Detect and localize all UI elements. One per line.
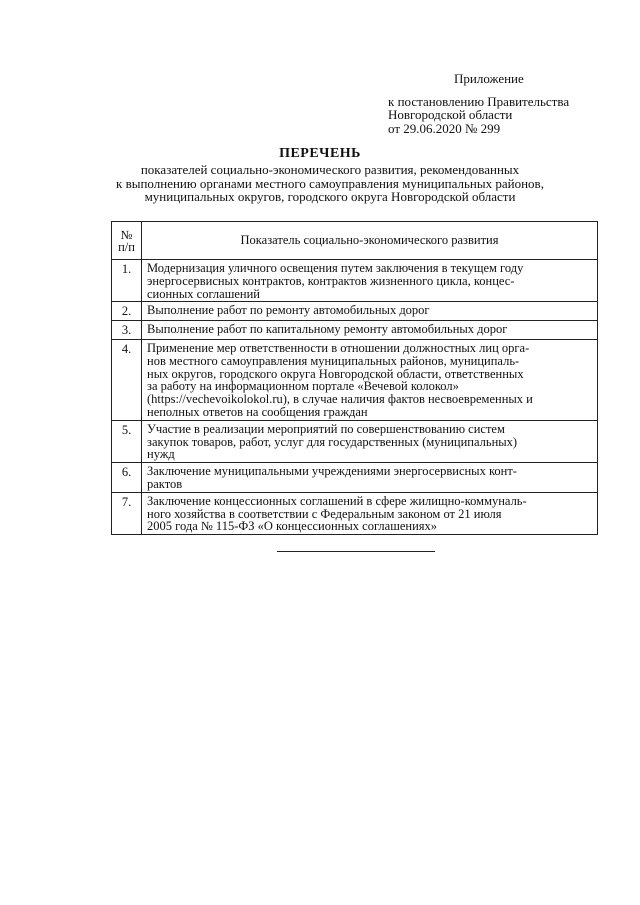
indicator-line: 2005 года № 115-ФЗ «О концессионных соглашениях» — [147, 519, 438, 534]
header-number-symbol: № — [120, 227, 133, 242]
table-row — [112, 492, 598, 534]
row-indicator — [142, 420, 598, 462]
table-row — [112, 302, 598, 321]
indicator-line: рактов — [147, 476, 183, 491]
document-subtitle — [60, 163, 600, 204]
row-indicator — [142, 302, 598, 321]
table-body — [112, 260, 598, 535]
table-row — [112, 420, 598, 462]
indicator-line: неполных ответов на сообщения граждан — [147, 404, 368, 419]
row-indicator — [142, 492, 598, 534]
approval-line: от 29.06.2020 № 299 — [388, 120, 501, 136]
row-number: 7. — [112, 492, 142, 534]
indicator-line: закупок товаров, работ, услуг для государственных (муниципальных) — [147, 434, 518, 449]
indicator-line: ных округов, городского округа Новгородской области, ответственных — [147, 366, 524, 381]
row-indicator — [142, 260, 598, 302]
row-indicator — [142, 463, 598, 493]
table-row — [112, 463, 598, 493]
table-header — [112, 222, 598, 260]
subtitle-line: к выполнению органами местного самоуправления муниципальных районов, — [116, 175, 544, 191]
row-number: 5. — [112, 420, 142, 462]
indicator-line: нужд — [147, 447, 175, 462]
indicator-line: за работу на информационном портале «Вечевой колокол» — [147, 379, 459, 394]
indicator-line: (https://vechevoikolokol.ru), в случае наличия фактов несвоевременных и — [147, 392, 533, 407]
indicator-line: Заключение муниципальными учреждениями энергосервисных конт- — [147, 464, 517, 479]
row-number: 1. — [112, 260, 142, 302]
appendix-label: Приложение — [454, 71, 524, 86]
header-indicator-cell: Показатель социально-экономического развития — [142, 222, 598, 260]
header-row — [112, 222, 598, 260]
approval-line: к постановлению Правительства — [388, 93, 570, 109]
indicator-line: Модернизация уличного освещения путем заключения в текущем году — [147, 261, 524, 275]
end-divider — [277, 551, 435, 552]
document-title: ПЕРЕЧЕНЬ — [279, 146, 361, 161]
row-number: 2. — [112, 302, 142, 321]
indicator-line: энергосервисных контрактов, контрактов жизненного цикла, концес- — [147, 273, 515, 288]
table-row — [112, 339, 598, 420]
approval-line: Новгородской области — [388, 107, 513, 122]
indicator-line: Заключение концессионных соглашений в сфере жилищно-коммуналь- — [147, 493, 527, 508]
indicator-line: сионных соглашений — [147, 286, 260, 301]
subtitle-line: муниципальных округов, городского округа Новгородской области — [144, 189, 516, 204]
table-row — [112, 321, 598, 340]
indicator-line: Участие в реализации мероприятий по совершенствованию систем — [147, 421, 505, 436]
row-number: 4. — [112, 339, 142, 420]
indicators-table — [111, 221, 598, 535]
subtitle-line: показателей социально-экономического развития, рекомендованных — [140, 162, 520, 177]
approval-block — [388, 72, 628, 135]
indicator-line: ного хозяйства в соответствии с Федеральным законом от 21 июля — [147, 506, 502, 521]
indicator-line: нов местного самоуправления муниципальных районов, муниципаль- — [147, 353, 520, 368]
indicator-line: Выполнение работ по ремонту автомобильных дорог — [147, 303, 430, 318]
indicator-line: Применение мер ответственности в отношении должностных лиц орга- — [147, 340, 530, 355]
header-number-abbrev: п/п — [118, 239, 135, 254]
header-number-cell — [112, 222, 142, 260]
row-indicator — [142, 339, 598, 420]
row-number: 3. — [112, 321, 142, 340]
indicator-line: Выполнение работ по капитальному ремонту автомобильных дорог — [147, 322, 508, 337]
table-row — [112, 260, 598, 302]
row-indicator — [142, 321, 598, 340]
row-number: 6. — [112, 463, 142, 493]
